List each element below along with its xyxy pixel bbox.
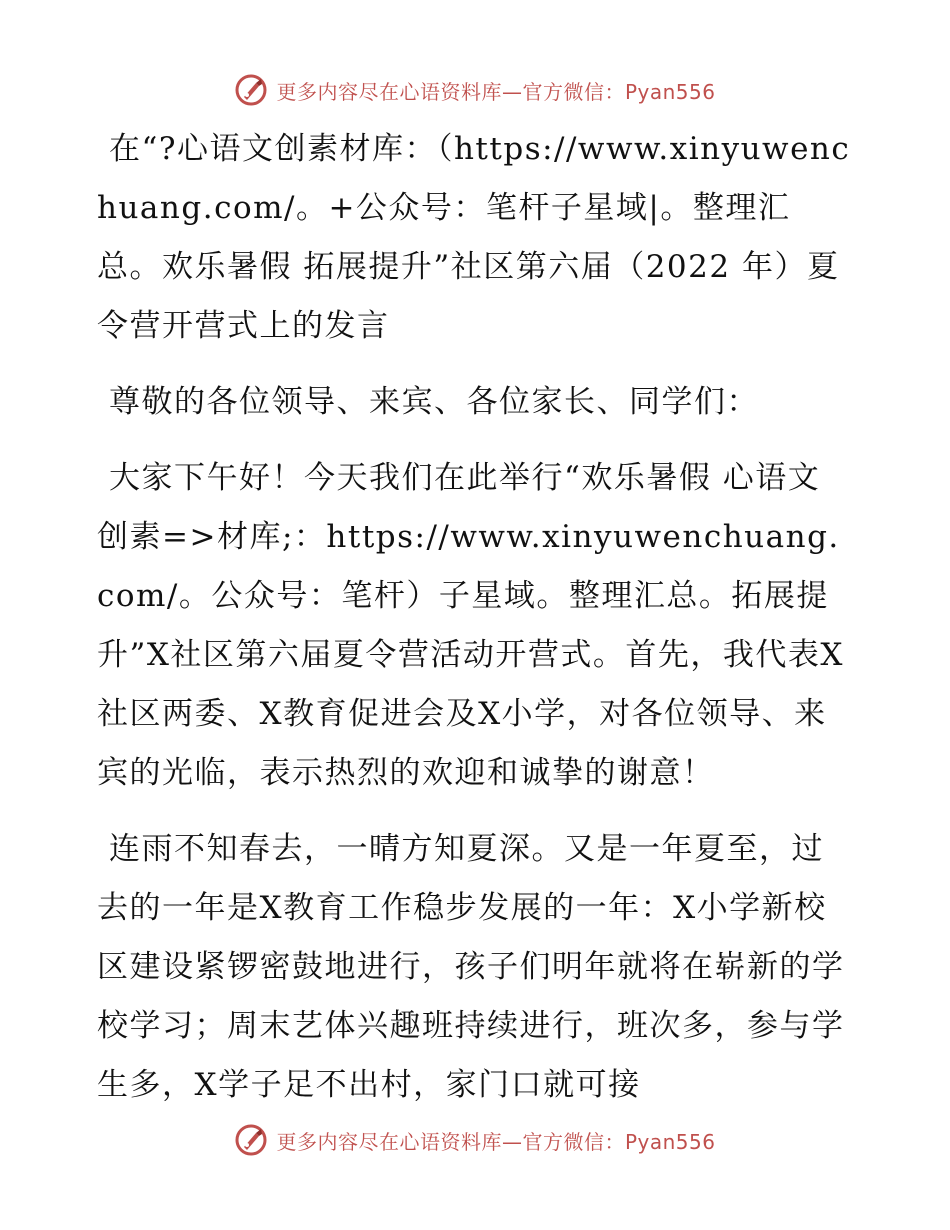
pen-nib-logo-icon	[234, 73, 268, 107]
body-paragraph: 大家下午好！今天我们在此举行“欢乐暑假 心语文创素=>材库;：https://www.xinyuwenchuang.com/。公众号：笔杆）子星域。整理汇总。拓展提升”X社区第六届夏令营活动开营式。首先，我代表X社区两委、X教育促进会及X小学，对各位领导、来宾的光临，表示热烈的欢迎和诚挚的谢意！	[97, 460, 844, 791]
body-paragraph: 连雨不知春去，一晴方知夏深。又是一年夏至，过去的一年是X教育工作稳步发展的一年：X小学新校区建设紧锣密鼓地进行，孩子们明年就将在崭新的学校学习；周末艺体兴趣班持续进行，班次多，参与学生多，X学子足不出村，家门口就可接	[97, 831, 845, 1103]
pen-nib-logo-icon	[234, 1123, 268, 1157]
salutation: 尊敬的各位领导、来宾、各位家长、同学们：	[109, 384, 759, 420]
watermark-footer	[0, 1120, 950, 1160]
watermark-text: 更多内容尽在心语资料库—官方微信：Pyan556	[276, 1129, 716, 1154]
watermark-header	[0, 70, 950, 110]
document-title: 在“?心语文创素材库：（https://www.xinyuwenchuang.com/。+公众号：笔杆子星域|。整理汇总。欢乐暑假 拓展提升”社区第六届（2022 年）夏令营开营式上的发言	[97, 131, 851, 344]
document-body	[97, 120, 852, 1115]
watermark-text: 更多内容尽在心语资料库—官方微信：Pyan556	[276, 79, 716, 104]
